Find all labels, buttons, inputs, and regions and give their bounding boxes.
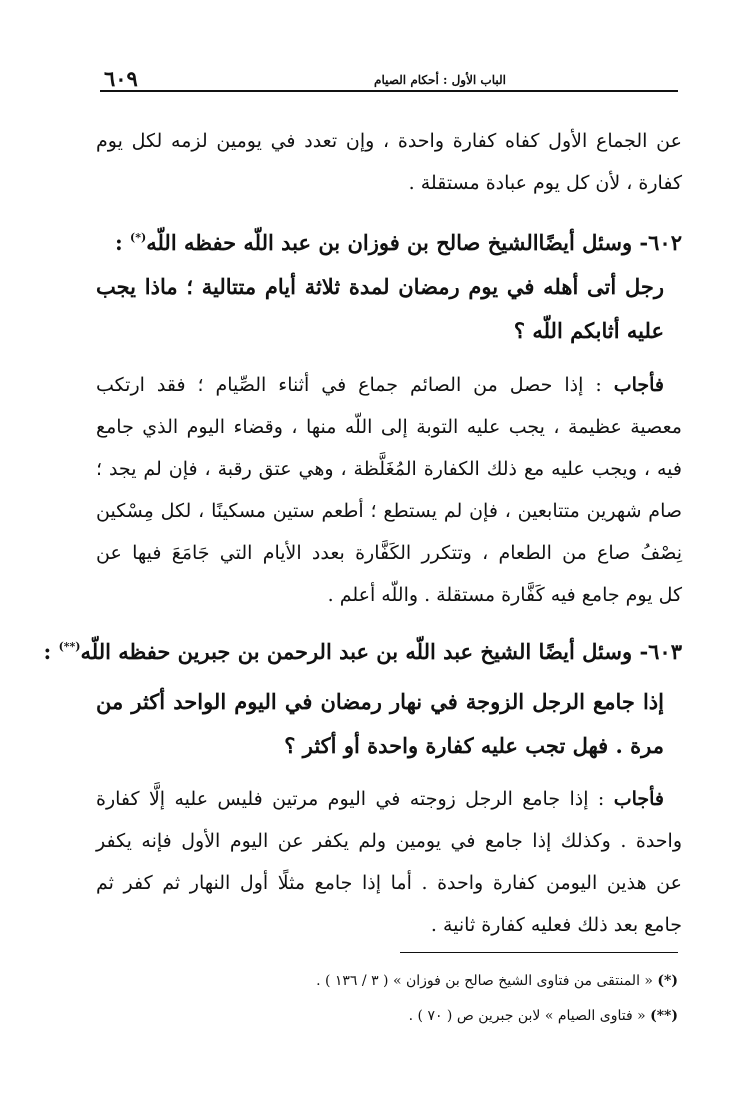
question-602-line-1: رجل أتى أهله في يوم رمضان لمدة ثلاثة أيام متتالية ؛ ماذا يجب <box>96 274 664 299</box>
question-603-colon: : <box>43 639 59 664</box>
footnote-2 <box>250 1005 678 1027</box>
page-header <box>100 68 678 92</box>
answer-603-label: فأجاب <box>613 788 664 810</box>
answer-603-line-4: جامع بعد ذلك فعليه كفارة ثانية . <box>430 914 682 936</box>
footnote-ref-2: (**) <box>58 640 81 653</box>
answer-603-line-3: عن هذين اليومن كفارة واحدة . أما إذا جامع مثلًا أول النهار ثم كفر ثم <box>96 872 682 894</box>
footnote-divider <box>400 952 678 953</box>
question-603-line-1: إذا جامع الرجل الزوجة في نهار رمضان في اليوم الواحد أكثر من <box>96 689 664 714</box>
footnote-1-text: « المنتقى من فتاوى الشيخ صالح بن فوزان » ( ٣ / ١٣٦ ) . <box>316 973 658 989</box>
answer-602 <box>96 364 682 616</box>
question-602-title: ٦٠٢- وسئل أيضًاالشيخ صالح بن فوزان بن عبد اللّه حفظه اللّه <box>146 230 682 255</box>
question-602-text <box>96 265 682 353</box>
question-602-heading <box>96 215 682 261</box>
footnote-2-mark: (**) <box>650 1008 678 1024</box>
footnote-1 <box>250 970 678 992</box>
footnote-1-mark: (*) <box>657 973 678 989</box>
running-title: الباب الأول : أحكام الصيام <box>374 73 506 87</box>
intro-paragraph <box>96 120 682 204</box>
intro-line-1: عن الجماع الأول كفاه كفارة واحدة ، وإن تعدد في يومين لزمه لكل يوم <box>96 130 682 152</box>
answer-602-line-2: معصية عظيمة ، يجب عليه التوبة إلى اللّه منها ، وقضاء اليوم الذي جامع <box>96 416 682 438</box>
question-603-line-2: مرة . فهل تجب عليه كفارة واحدة أو أكثر ؟ <box>284 733 664 758</box>
footnote-ref-1: (*) <box>130 231 147 244</box>
answer-603-line-2: واحدة . وكذلك إذا جامع في يومين ولم يكفر عن اليوم الأول فإنه يكفر <box>96 830 682 852</box>
question-602-colon: : <box>114 230 131 255</box>
answer-603 <box>96 778 682 946</box>
page-number: ٦٠٩ <box>104 66 138 91</box>
answer-602-line-6: كل يوم جامع فيه كَفَّارة مستقلة . واللّه أعلم . <box>327 584 682 606</box>
answer-602-line-1: : إذا حصل من الصائم جماع في أثناء الصِّيام ؛ فقد ارتكب <box>96 374 614 396</box>
answer-603-line-1: : إذا جامع الرجل زوجته في اليوم مرتين فليس عليه إلَّا كفارة <box>96 788 614 810</box>
question-603-text <box>96 680 682 768</box>
footnote-2-text: « فتاوى الصيام » لابن جبرين ص ( ٧٠ ) . <box>408 1008 651 1024</box>
answer-602-line-5: نِصْفُ صاع من الطعام ، وتتكرر الكَفَّارة بعدد الأيام التي جَامَعَ فيها عن <box>96 542 682 564</box>
question-603-title: ٦٠٣- وسئل أيضًا الشيخ عبد اللّه بن عبد الرحمن بن جبرين حفظه اللّه <box>80 639 682 664</box>
question-603-heading <box>43 624 682 670</box>
answer-602-label: فأجاب <box>613 374 664 396</box>
question-602-line-2: عليه أثابكم اللّه ؟ <box>513 318 664 343</box>
intro-line-2: كفارة ، لأن كل يوم عبادة مستقلة . <box>408 172 682 194</box>
answer-602-line-4: صام شهرين متتابعين ، فإن لم يستطع ؛ أطعم ستين مسكينًا ، لكل مِسْكين <box>96 500 682 522</box>
answer-602-line-3: فيه ، ويجب عليه مع ذلك الكفارة المُغَلَّظة ، وهي عتق رقبة ، فإن لم يجد ؛ <box>96 458 682 480</box>
